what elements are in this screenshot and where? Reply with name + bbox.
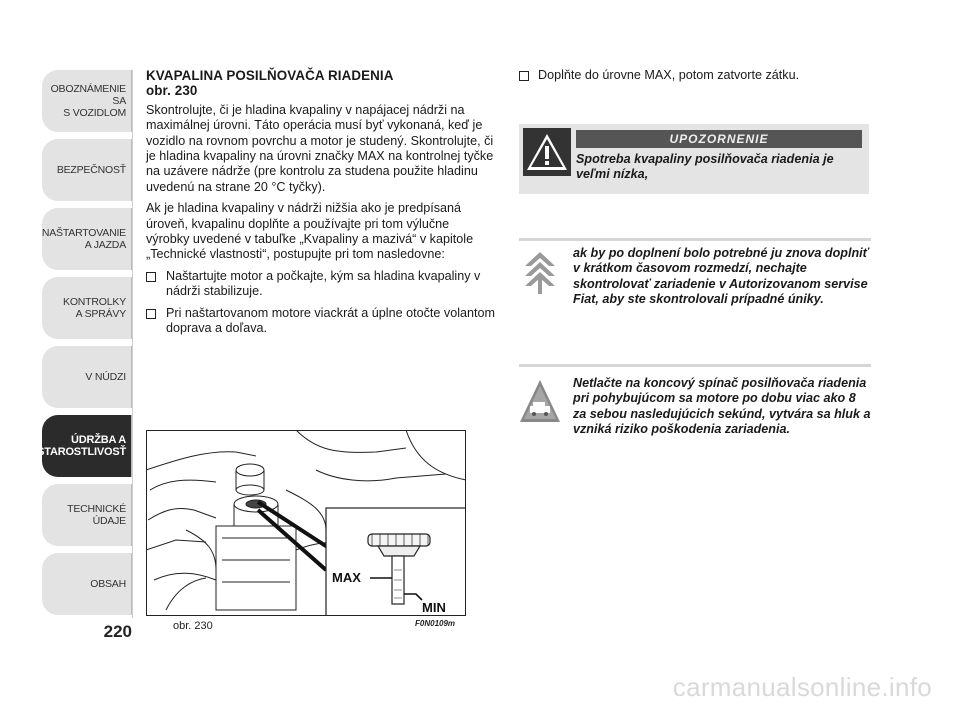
tab-label-line1: TECHNICKÉ (67, 503, 126, 515)
bullet-text: Doplňte do úrovne MAX, potom zatvorte zátku. (538, 68, 800, 82)
tab-obsah[interactable] (42, 553, 132, 615)
right-column (519, 68, 871, 83)
tree-environment-icon (519, 248, 561, 296)
tab-udrzba-active[interactable] (37, 415, 132, 477)
tab-label-line1: V NÚDZI (85, 371, 126, 383)
page-number: 220 (103, 622, 132, 641)
sidebar-divider (132, 70, 133, 618)
tab-label-line2: A JAZDA (84, 239, 126, 251)
warning-text: Spotreba kvapaliny posilňovača riadenia je veľmi nízka, (576, 152, 834, 181)
tab-label-line2: ÚDAJE (92, 515, 126, 527)
bullet-item (519, 68, 871, 83)
bullet-item (146, 306, 496, 337)
min-label: MIN (422, 600, 446, 615)
checkbox-bullet-icon (519, 71, 529, 81)
watermark: carmanualsonline.info (672, 672, 932, 702)
figure-code: F0N0109m (415, 619, 456, 628)
tab-label-line1: ÚDRŽBA A (70, 434, 126, 446)
note-service-text: ak by po doplnení bolo potrebné ju znova doplniť v krátkom časovom rozmedzí, nechajte skontrolovať zariadenie v Autorizovanom servise Fiat, aby ste skontrolovali prípadné úniky. (573, 246, 869, 307)
tab-bezpecnost[interactable] (42, 139, 132, 201)
paragraph-refill: Ak je hladina kvapaliny v nádrži nižšia ako je predpísaná úroveň, kvapalinu doplňte a používajte pri tom výlučne výrobky uvedené v tabuľke „Kvapaliny a mazivá“ v kapitole „Technické vlastnosti“, postupujte pri tom nasledovne: (146, 201, 474, 262)
tab-label-line1: NAŠTARTOVANIE (41, 227, 126, 239)
note-divider (519, 238, 871, 241)
figure-caption: obr. 230 (173, 620, 213, 632)
tab-v-nudzi[interactable] (42, 346, 132, 408)
bullet-text: Pri naštartovanom motore viackrát a úplne otočte volantom doprava a doľava. (166, 305, 495, 336)
note-steering-switch (519, 376, 871, 438)
figure-reservoir-dipstick (146, 430, 466, 616)
tab-kontrolky[interactable] (42, 277, 132, 339)
note-service (519, 246, 871, 308)
tab-oboznamenie[interactable] (42, 70, 132, 132)
tab-label-line2: S VOZIDLOM (63, 107, 126, 119)
max-label: MAX (332, 570, 361, 585)
section-heading (146, 68, 496, 99)
engine-bay-illustration (146, 430, 466, 616)
note-divider (519, 364, 871, 367)
warning-triangle-icon (523, 128, 571, 176)
caution-car-icon (519, 378, 561, 426)
tab-label-line1: BEZPEČNOSŤ (56, 164, 126, 176)
paragraph-check-level: Skontrolujte, či je hladina kvapaliny v napájacej nádrži na maximálnej úrovni. Táto operácia musí byť vykonaná, keď je vozidlo na rovnom povrchu a motor je studený. Skontrolujte, či je hladina kvapaliny na úrovni značky MAX na kontrolnej tyčke na uzávere nádrže (pre kontrolu za studena použite hladinu uvedenú na strane 20 °C tyčky). (146, 102, 494, 194)
checkbox-bullet-icon (146, 309, 156, 319)
heading-title: KVAPALINA POSILŇOVAČA RIADENIA (146, 68, 394, 83)
tab-nastartovanie[interactable] (42, 208, 132, 270)
tab-label-line2: STAROSTLIVOSŤ (37, 446, 126, 458)
heading-figure-ref: obr. 230 (146, 83, 198, 99)
tab-label-line1: KONTROLKY (63, 296, 126, 308)
tab-label-line1: OBSAH (90, 578, 126, 590)
left-column (146, 68, 496, 343)
warning-title: UPOZORNENIE (576, 130, 862, 148)
bullet-text: Naštartujte motor a počkajte, kým sa hladina kvapaliny v nádrži stabilizuje. (166, 268, 481, 299)
bullet-item (146, 269, 496, 300)
tab-label-line2: A SPRÁVY (75, 308, 126, 320)
tab-label-line1: OBOZNÁMENIE SA (50, 83, 126, 107)
checkbox-bullet-icon (146, 272, 156, 282)
tab-technicke-udaje[interactable] (42, 484, 132, 546)
note-steering-text: Netlačte na koncový spínač posilňovača riadenia pri pohybujúcom sa motore po dobu viac ako 8 za sebou nasledujúcich sekúnd, vytvára sa hluk a vzniká riziko poškodenia zariadenia. (573, 376, 871, 437)
